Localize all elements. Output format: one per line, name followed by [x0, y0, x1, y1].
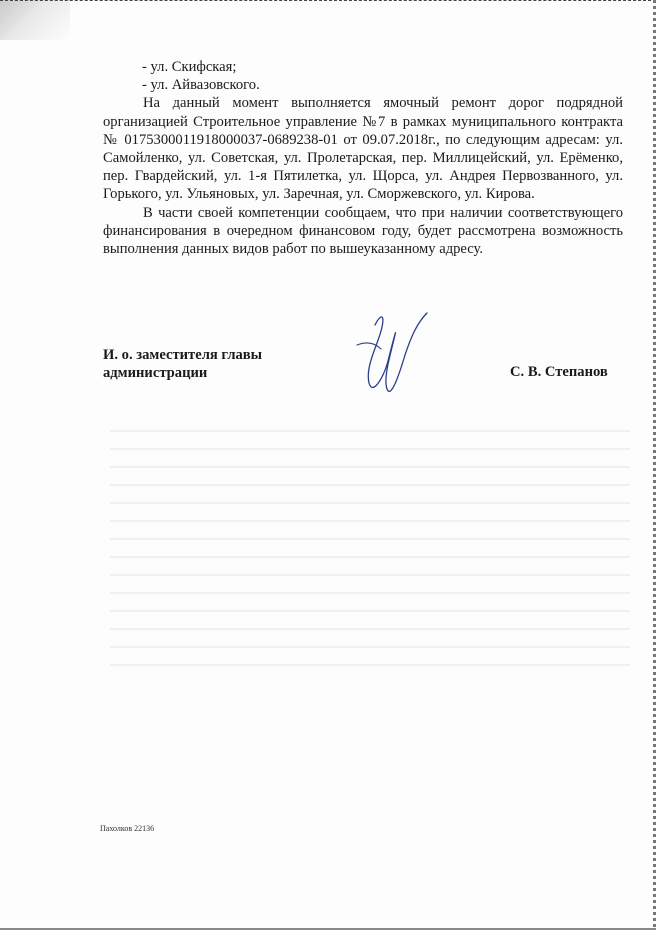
list-item: - ул. Скифская; [142, 59, 237, 75]
handwritten-signature [355, 305, 435, 405]
signer-position-line2: администрации [103, 365, 208, 381]
signer-position-line1: И. о. заместителя главы [103, 347, 263, 363]
paragraph-financing: В части своей компетенции сообщаем, что при наличии соответствующего финансирования в очередном финансовом году, будет рассмотрена возможность выполнения данных видов работ по вышеуказанному адресу. [103, 204, 623, 258]
list-item: - ул. Айвазовского. [142, 77, 260, 94]
signer-position [103, 346, 262, 382]
reverse-side-bleed [110, 430, 630, 680]
executor-note: Пахолков 22136 [100, 824, 155, 833]
scan-fold-corner [0, 0, 70, 40]
paragraph-repair-works: На данный момент выполняется ямочный ремонт дорог подрядной организацией Строительное управление №7 в рамках муниципального контракта № 0175300011918000037-0689238-01 от 09.07.2018г., по следующим адресам: ул. Самойленко, ул. Советская, ул. Пролетарская, пер. Миллицейский, ул. Ерёменко, пер. Гвардейский, ул. 1-я Пятилетка, ул. Щорса, ул. Андрея Первозванного, ул. Горького, ул. Ульяновых, ул. Заречная, ул. Сморжевского, ул. Кирова. [103, 95, 623, 203]
scan-top-edge [0, 0, 656, 5]
letter-body [103, 58, 623, 258]
signer-name: С. В. Степанов [510, 364, 608, 380]
